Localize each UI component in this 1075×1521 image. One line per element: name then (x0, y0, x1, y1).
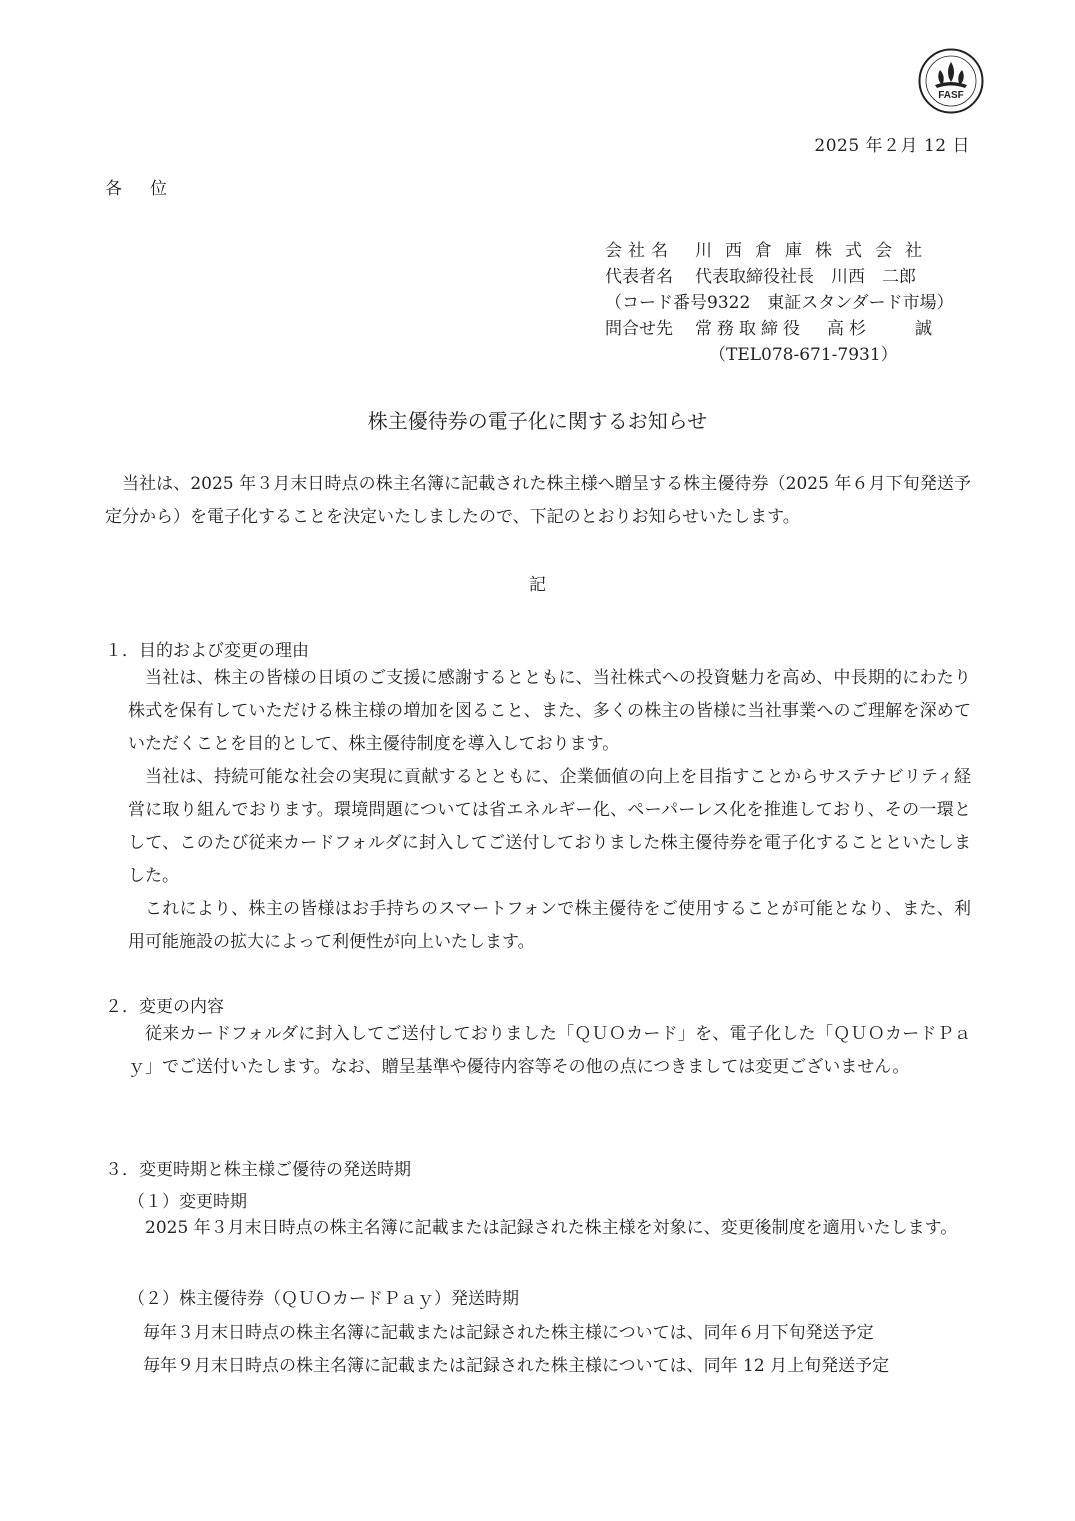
section-3-subheading-1: （１）変更時期 (128, 1192, 247, 1212)
section-2-paragraph-1: 従来カードフォルダに封入してご送付しておりました「ＱＵＯカード」を、電子化した「ＱＵＯカードＰａｙ」でご送付いたします。なお、贈呈基準や優待内容等その他の点につきましては変更ございません。 (128, 1024, 971, 1077)
section-2-body (128, 1018, 971, 1084)
issuer-block (605, 238, 965, 368)
recipient: 各位 (105, 179, 195, 199)
intro-paragraph: 当社は、2025 年３月末日時点の株主名簿に記載された株主様へ贈呈する株主優待券（2025 年６月下旬発送予定分から）を電子化することを決定いたしましたので、下記のとおりお知らせいたします。 (105, 474, 971, 527)
section-3-sub1-text: 2025 年３月末日時点の株主名簿に記載または記録された株主様を対象に、変更後制度を適用いたします。 (145, 1218, 958, 1238)
representative-row (605, 264, 965, 290)
section-3-subheading-2: （２）株主優待券（ＱＵＯカードＰａｙ）発送時期 (128, 1289, 519, 1309)
representative-name: 代表取締役社長 川西 二郎 (695, 267, 916, 287)
document-title: 株主優待券の電子化に関するお知らせ (367, 409, 708, 433)
representative-label: 代表者名 (605, 267, 673, 287)
contact-row (605, 316, 965, 342)
company-name: 川西倉庫株式会社 (695, 241, 935, 261)
contact-tel: （TEL078-671-7931） (709, 345, 898, 365)
fasf-seal-icon (918, 48, 984, 114)
section-3-sub1-body (128, 1212, 971, 1245)
stock-code: （コード番号9322 東証スタンダード市場） (605, 293, 954, 313)
section-3-heading: ３．変更時期と株主様ご優待の発送時期 (105, 1160, 411, 1180)
section-1-paragraph-3: これにより、株主の皆様はお手持ちのスマートフォンで株主優待をご使用することが可能となり、また、利用可能施設の拡大によって利便性が向上いたします。 (128, 899, 971, 952)
contact-name: 常務取締役 高杉 誠 (695, 319, 937, 339)
document-date: 2025 年２月 12 日 (814, 136, 970, 156)
section-3-schedule-line-1: 毎年３月末日時点の株主名簿に記載または記録された株主様については、同年６月下旬発送予定 (143, 1323, 874, 1343)
ki-marker: 記 (529, 575, 546, 595)
section-3-schedule-line-2: 毎年９月末日時点の株主名簿に記載または記録された株主様については、同年 12 月上旬発送予定 (143, 1356, 890, 1376)
company-row (605, 238, 965, 264)
company-label: 会社名 (605, 241, 674, 261)
section-1-body (128, 662, 971, 959)
section-2-heading: ２．変更の内容 (105, 997, 224, 1017)
section-1-heading: １．目的および変更の理由 (105, 641, 309, 661)
section-1-paragraph-1: 当社は、株主の皆様の日頃のご支援に感謝するとともに、当社株式への投資魅力を高め、中長期的にわたり株式を保有していただける株主様の増加を図ること、また、多くの株主の皆様に当社事業へのご理解を深めていただくことを目的として、株主優待制度を導入しております。 (128, 668, 971, 754)
contact-label: 問合せ先 (605, 319, 673, 339)
logo-text: FASF (938, 90, 964, 101)
section-1-paragraph-2: 当社は、持続可能な社会の実現に貢献するとともに、企業価値の向上を目指すことからサステナビリティ経営に取り組んでおります。環境問題については省エネルギー化、ペーパーレス化を推進しており、その一環として、このたび従来カードフォルダに封入してご送付しておりました株主優待券を電子化することといたしました。 (128, 767, 971, 886)
